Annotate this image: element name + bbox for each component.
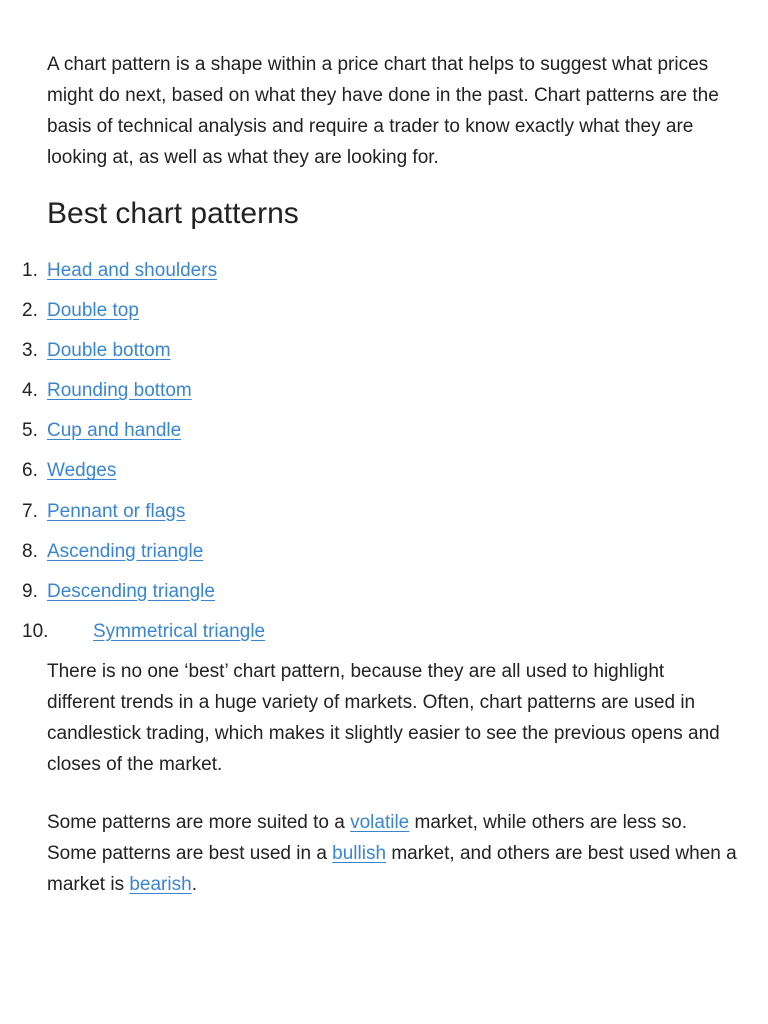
link-double-top[interactable]: Double top	[47, 300, 139, 322]
list-number: 3.	[22, 340, 38, 362]
intro-paragraph: A chart pattern is a shape within a price chart that helps to suggest what prices might do next, based on what they have done in the past. Chart patterns are the basis of technical analysis and require a trader to know exactly what they are looking at, as well as what they are looking for.	[47, 54, 719, 168]
section-heading: Best chart patterns	[47, 197, 299, 230]
text-run: .	[191, 874, 197, 895]
body-paragraph-links	[47, 807, 737, 900]
link-bullish[interactable]: bullish	[332, 843, 387, 864]
link-volatile[interactable]: volatile	[350, 812, 410, 833]
text-run: market, while others are less so. Some patterns are best used in a	[47, 812, 687, 864]
link-ascending-triangle[interactable]: Ascending triangle	[47, 540, 204, 562]
link-pennant-or-flags[interactable]: Pennant or flags	[47, 500, 186, 522]
list-number: 1.	[22, 260, 38, 281]
link-rounding-bottom[interactable]: Rounding bottom	[47, 380, 192, 402]
link-bearish[interactable]: bearish	[129, 874, 192, 895]
text-run: market, and others are best used when a market is	[47, 843, 737, 895]
link-cup-and-handle[interactable]: Cup and handle	[47, 420, 182, 442]
link-symmetrical-triangle[interactable]: Symmetrical triangle	[93, 620, 266, 642]
body-paragraph: There is no one ‘best’ chart pattern, because they are all used to highlight different trends in a huge variety of markets. Often, chart patterns are used in candlestick trading, which makes it slightly easier to see the previous opens and closes of the market.	[47, 661, 720, 775]
list-number: 9.	[22, 580, 38, 602]
list-number: 5.	[22, 420, 38, 442]
text-run: Some patterns are more suited to a	[47, 812, 351, 833]
list-number: 10.	[22, 620, 49, 642]
link-double-bottom[interactable]: Double bottom	[47, 340, 171, 362]
link-wedges[interactable]: Wedges	[47, 460, 117, 482]
list-number: 4.	[22, 380, 38, 402]
list-number: 2.	[22, 300, 38, 322]
list-number: 8.	[22, 540, 38, 562]
list-number: 6.	[22, 460, 38, 482]
list-number: 7.	[22, 500, 38, 522]
link-descending-triangle[interactable]: Descending triangle	[47, 580, 215, 602]
link-head-and-shoulders[interactable]: Head and shoulders	[47, 260, 218, 281]
